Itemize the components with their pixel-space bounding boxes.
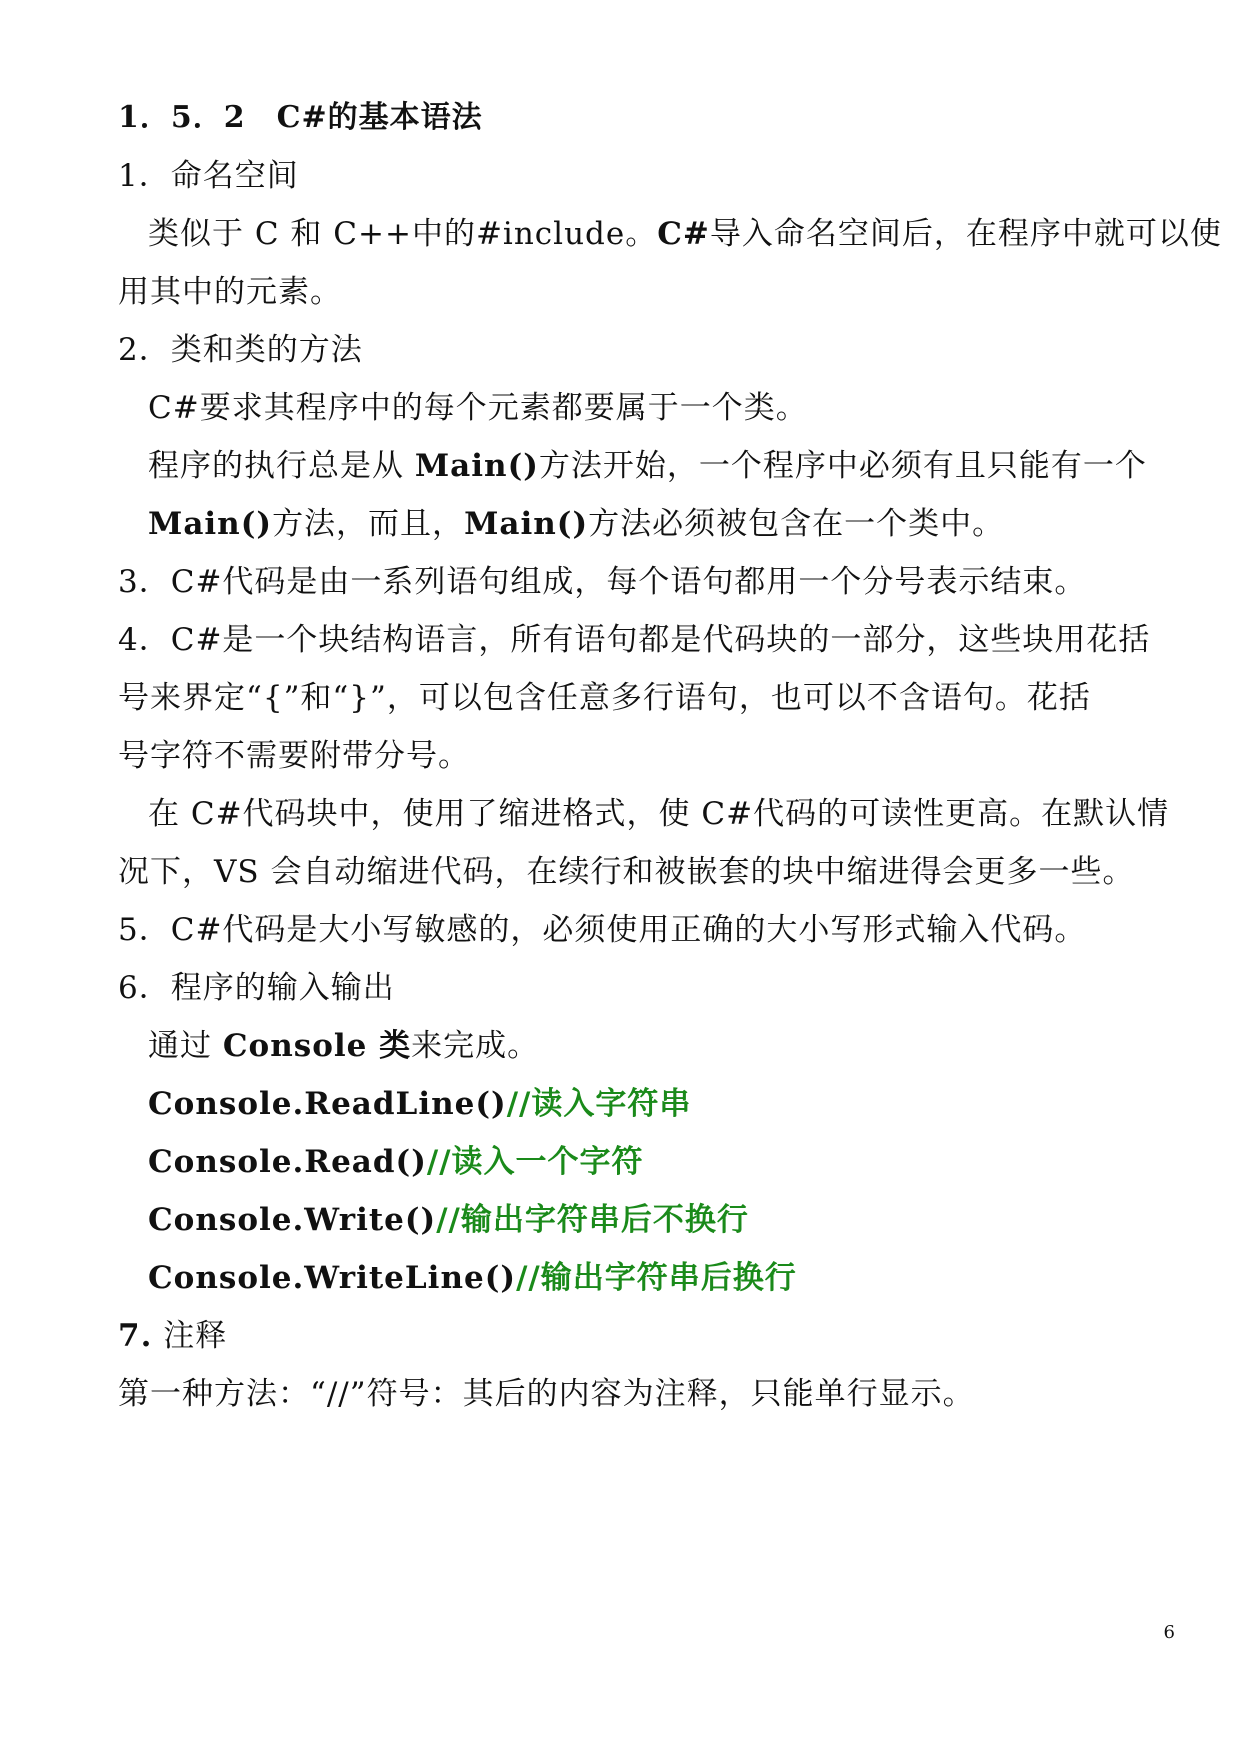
paragraph-1-line-2: 用其中的元素。 xyxy=(118,274,342,310)
item-number: 1． xyxy=(118,158,171,194)
code-call: Console.Write() xyxy=(148,1202,437,1238)
code-comment: //读入字符串 xyxy=(506,1086,692,1122)
text: 来完成。 xyxy=(411,1028,540,1064)
item-text: C#代码是由一系列语句组成，每个语句都用一个分号表示结束。 xyxy=(170,564,1087,600)
bold-text: C# xyxy=(657,216,710,252)
item-5 xyxy=(118,910,1086,950)
item-2 xyxy=(118,330,363,370)
item-number: 6． xyxy=(118,970,171,1006)
item-1 xyxy=(118,156,299,196)
paragraph-4-line-2: 号来界定“{”和“}”，可以包含任意多行语句，也可以不含语句。花括 xyxy=(118,680,1091,716)
bold-text: Main() xyxy=(414,448,539,484)
item-number: 5． xyxy=(118,912,171,948)
item-4 xyxy=(118,620,1150,660)
paragraph-6 xyxy=(148,1026,539,1066)
code-line-write xyxy=(148,1200,749,1240)
text: 导入命名空间后，在程序中就可以使 xyxy=(709,216,1222,252)
item-number: 4． xyxy=(118,622,171,658)
code-comment: //输出字符串后换行 xyxy=(516,1260,797,1296)
section-title: 1．5．2 C#的基本语法 xyxy=(118,100,483,135)
bold-text: Console 类 xyxy=(222,1028,412,1064)
paragraph-1-line-1 xyxy=(148,214,1222,254)
code-call: Console.Read() xyxy=(148,1144,427,1180)
code-line-readline xyxy=(148,1084,691,1124)
item-3 xyxy=(118,562,1086,602)
item-title: 注释 xyxy=(163,1318,228,1354)
paragraph-2: C#要求其程序中的每个元素都要属于一个类。 xyxy=(148,390,808,426)
item-number: 2． xyxy=(118,332,171,368)
paragraph-5-line-2: 况下，VS 会自动缩进代码，在续行和被嵌套的块中缩进得会更多一些。 xyxy=(118,854,1135,890)
item-number: 3． xyxy=(118,564,171,600)
paragraph-4-line-3: 号字符不需要附带分号。 xyxy=(118,738,470,774)
code-line-writeline xyxy=(148,1258,797,1298)
code-line-read xyxy=(148,1142,644,1182)
paragraph-5-line-1: 在 C#代码块中，使用了缩进格式，使 C#代码的可读性更高。在默认情 xyxy=(148,796,1170,832)
bold-text: Main() xyxy=(148,506,273,542)
item-title: 程序的输入输出 xyxy=(170,970,395,1006)
bold-text: Main() xyxy=(464,506,589,542)
text: 程序的执行总是从 xyxy=(148,448,415,484)
paragraph-3-line-2 xyxy=(148,504,1004,544)
item-title: 类和类的方法 xyxy=(170,332,363,368)
text: 方法必须被包含在一个类中。 xyxy=(588,506,1005,542)
text: 方法开始，一个程序中必须有且只能有一个 xyxy=(538,448,1147,484)
code-call: Console.ReadLine() xyxy=(148,1086,507,1122)
item-7 xyxy=(118,1316,227,1356)
code-call: Console.WriteLine() xyxy=(148,1260,517,1296)
item-6 xyxy=(118,968,395,1008)
text: 通过 xyxy=(148,1028,223,1064)
item-title: 命名空间 xyxy=(170,158,299,194)
text: 类似于 C 和 C++中的#include。 xyxy=(148,216,658,252)
item-text: C#代码是大小写敏感的，必须使用正确的大小写形式输入代码。 xyxy=(170,912,1087,948)
item-text: C#是一个块结构语言，所有语句都是代码块的一部分，这些块用花括 xyxy=(170,622,1151,658)
text: 方法，而且， xyxy=(272,506,465,542)
code-comment: //读入一个字符 xyxy=(426,1144,644,1180)
code-comment: //输出字符串后不换行 xyxy=(436,1202,749,1238)
item-number: 7. xyxy=(118,1318,153,1354)
paragraph-7: 第一种方法：“//”符号：其后的内容为注释，只能单行显示。 xyxy=(118,1376,975,1412)
page-number: 6 xyxy=(1163,1622,1175,1643)
paragraph-3-line-1 xyxy=(148,446,1147,486)
